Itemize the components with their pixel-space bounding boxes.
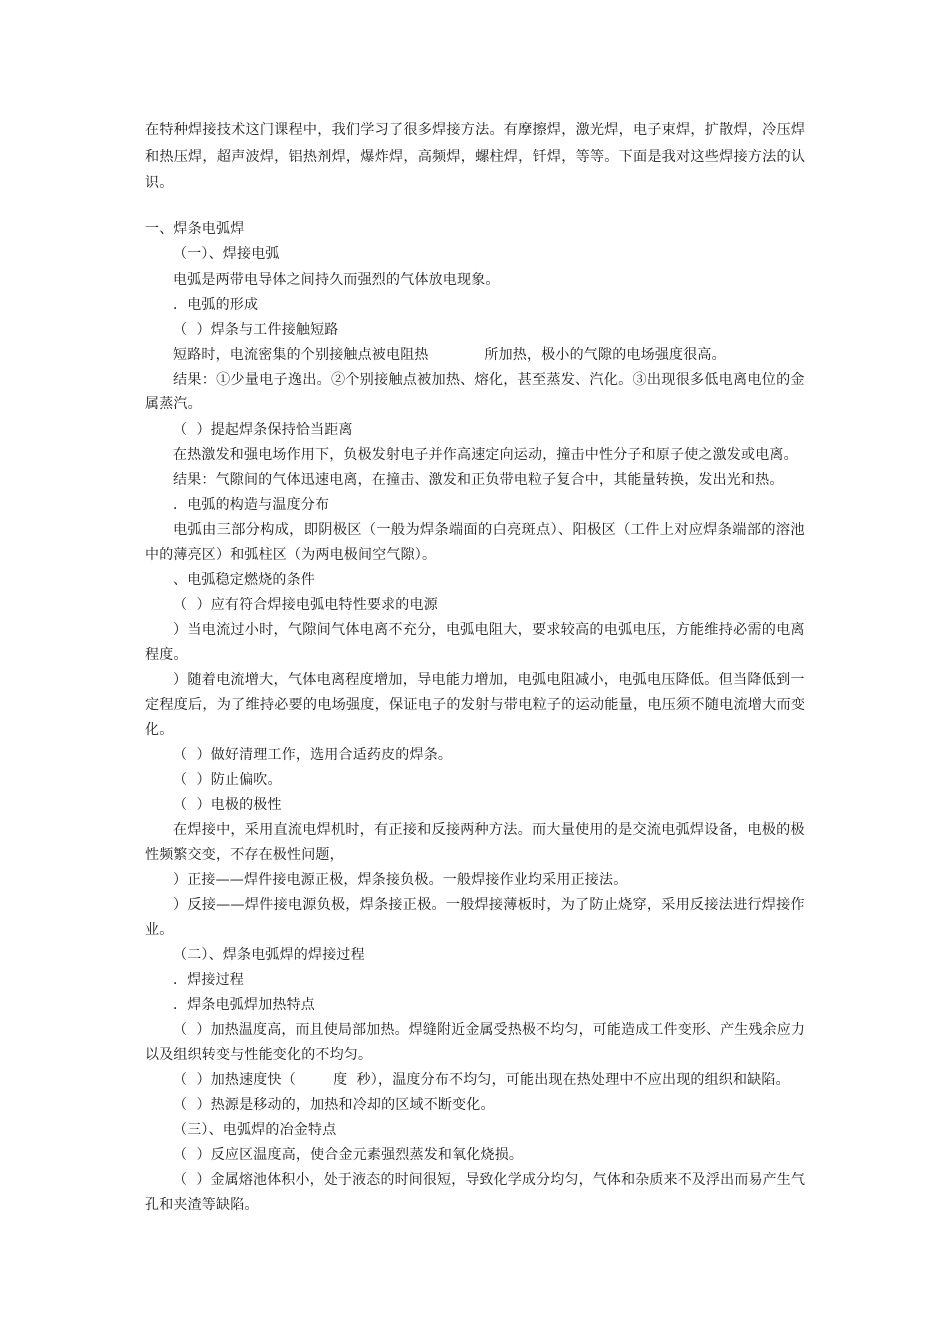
body-line: 中的薄亮区）和弧柱区（为两电极间空气隙）。	[145, 547, 437, 563]
body-line: （二）、焊条电弧焊的焊接过程	[173, 947, 365, 963]
body-line: （ ）防止偏吹。	[173, 772, 282, 788]
body-line: 定程度后，为了维持必要的电场强度，保证电子的发射与带电粒子的运动能量，电压须不随电流增大而变	[145, 697, 806, 713]
intro-line: 识。	[145, 175, 174, 191]
body-line: 化。	[145, 722, 174, 738]
intro-line: 在特种焊接技术这门课程中，我们学习了很多焊接方法。有摩擦焊，激光焊，电子束焊，扩散焊，冷压焊	[145, 122, 806, 138]
body-line: （ ）加热温度高，而且使局部加热。焊缝附近金属受热极不均匀，可能造成工件变形、产生残余应力	[173, 1022, 806, 1038]
body-line: （ ）应有符合焊接电弧电特性要求的电源	[173, 597, 438, 613]
body-line: （ ）提起焊条保持恰当距离	[173, 422, 353, 438]
body-line: 业。	[145, 922, 174, 938]
body-line: （一）、焊接电弧	[173, 246, 280, 262]
body-line: ．电弧的构造与温度分布	[173, 497, 330, 513]
body-line: （ ）加热速度快（ 度 秒），温度分布不均匀，可能出现在热处理中不应出现的组织和缺陷。	[173, 1072, 790, 1088]
body-line: ．电弧的形成	[173, 297, 259, 313]
intro-line: 和热压焊，超声波焊，铝热剂焊，爆炸焊，高频焊，螺柱焊，钎焊，等等。下面是我对这些焊接方法的认	[145, 149, 806, 165]
body-line: （ ）金属熔池体积小，处于液态的时间很短，导致化学成分均匀，气体和杂质来不及浮出而易产生气	[173, 1172, 806, 1188]
body-line: ）随着电流增大，气体电离程度增加，导电能力增加，电弧电阻减小，电弧电压降低。但当降低到一	[173, 672, 805, 688]
body-line: 电弧由三部分构成，即阴极区（一般为焊条端面的白亮斑点）、阳极区（工件上对应焊条端部的溶池	[173, 522, 805, 538]
body-line: （ ）热源是移动的，加热和冷却的区域不断变化。	[173, 1097, 495, 1113]
body-line: ．焊接过程	[173, 972, 244, 988]
body-line: 结果：气隙间的气体迅速电离，在撞击、激发和正负带电粒子复合中，其能量转换，发出光和热。	[173, 472, 784, 488]
body-line: 性频繁交变，不存在极性问题，	[145, 847, 344, 863]
body-line: ．焊条电弧焊加热特点	[173, 997, 315, 1013]
body-line: （ ）反应区温度高，使合金元素强烈蒸发和氧化烧损。	[173, 1147, 524, 1163]
body-line: （ ）焊条与工件接触短路	[173, 322, 339, 338]
body-line: 结果：①少量电子逸出。②个别接触点被加热、熔化，甚至蒸发、汽化。③出现很多低电离电位的金	[173, 372, 805, 388]
body-line: 在热激发和强电场作用下，负极发射电子并作高速定向运动，撞击中性分子和原子使之激发或电离。	[173, 447, 798, 463]
body-line: 程度。	[145, 647, 188, 663]
body-line: ）当电流过小时，气隙间气体电离不充分，电弧电阻大，要求较高的电弧电压，方能维持必需的电离	[173, 622, 805, 638]
body-line: （三）、电弧焊的冶金特点	[173, 1122, 337, 1138]
body-line: 、电弧稳定燃烧的条件	[173, 572, 315, 588]
body-line: ）正接——焊件接电源正极，焊条接负极。一般焊接作业均采用正接法。	[173, 872, 628, 888]
body-line: （ ）电极的极性	[173, 797, 282, 813]
body-line: 属蒸汽。	[145, 396, 202, 412]
section-heading: 一、焊条电弧焊	[145, 221, 245, 237]
body-line: 短路时，电流密集的个别接触点被电阻热 所加热，极小的气隙的电场强度很高。	[173, 347, 726, 363]
body-line: 以及组织转变与性能变化的不均匀。	[145, 1047, 373, 1063]
body-line: 在焊接中，采用直流电焊机时，有正接和反接两种方法。而大量使用的是交流电弧焊设备，电极的极	[173, 822, 805, 838]
body-line: 孔和夹渣等缺陷。	[145, 1197, 259, 1213]
body-line: ）反接——焊件接电源负极，焊条接正极。一般焊接薄板时，为了防止烧穿，采用反接法进行焊接作	[173, 897, 805, 913]
body-line: （ ）做好清理工作，选用合适药皮的焊条。	[173, 747, 453, 763]
body-line: 电弧是两带电导体之间持久而强烈的气体放电现象。	[173, 272, 500, 288]
